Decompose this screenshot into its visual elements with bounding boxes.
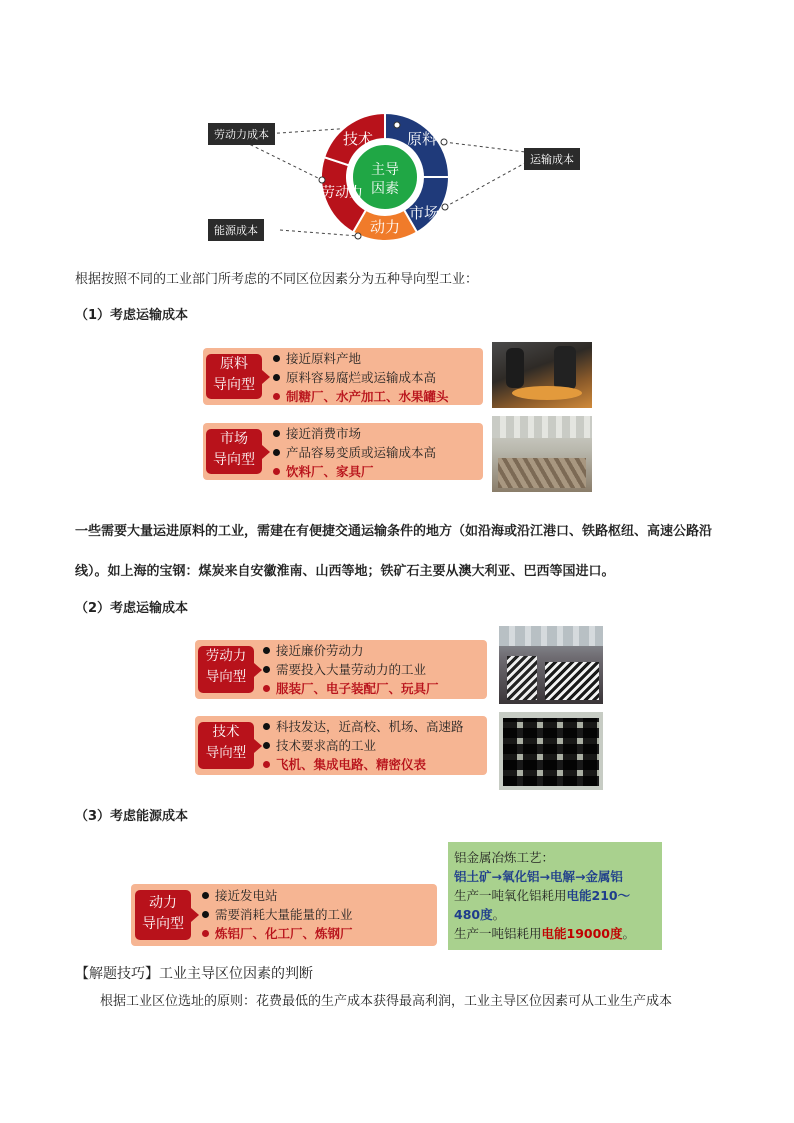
connector-dot <box>355 233 361 239</box>
list-item: 接近廉价劳动力 <box>262 641 439 660</box>
list-item: 技术要求高的工业 <box>262 736 464 755</box>
photo-circuit-chips <box>499 712 603 790</box>
card-labor-oriented <box>195 640 487 699</box>
list-item: 接近原料产地 <box>272 349 449 368</box>
center-label-2: 因素 <box>371 181 399 197</box>
list-item: 饮料厂、家具厂 <box>272 462 436 481</box>
list-item: 接近消费市场 <box>272 424 436 443</box>
list-item: 科技发达，近高校、机场、高速路 <box>262 717 464 736</box>
connector-dot <box>442 204 448 210</box>
label-labor-cost: 劳动力成本 <box>208 123 275 145</box>
tag-labor-oriented <box>198 646 254 693</box>
section1-note: 一些需要大量运进原料的工业，需建在有便捷交通运输条件的地方（如沿海或沿江港口、铁路枢纽、高速公路沿线）。如上海的宝钢：煤炭来自安徽淮南、山西等地；铁矿石主要从澳大利亚、巴西等国进口。 <box>75 524 713 579</box>
connector-line <box>445 163 525 207</box>
connector-dot <box>394 122 400 128</box>
section1-heading: （1）考虑运输成本 <box>75 308 189 323</box>
connector-dot <box>319 177 325 183</box>
aluminum-line-2 <box>454 924 656 943</box>
tag-material-oriented <box>206 354 262 399</box>
connector-line <box>245 142 322 180</box>
line-value: 电能19000度 <box>541 926 623 941</box>
list-item: 产品容易变质或运输成本高 <box>272 443 436 462</box>
aluminum-process-box <box>448 842 662 950</box>
photo-sugar-factory <box>492 342 592 408</box>
tag-line: 导向型 <box>213 452 255 468</box>
connector-dot <box>441 139 447 145</box>
tag-line: 劳动力 <box>205 648 247 664</box>
list-item: 接近发电站 <box>201 886 353 905</box>
segment-market-label: 市场 <box>408 204 440 222</box>
list-item: 制糖厂、水产加工、水果罐头 <box>272 387 449 406</box>
card-power-oriented <box>131 884 437 946</box>
tag-market-oriented <box>206 429 262 474</box>
line-suffix: 。 <box>622 926 636 941</box>
tag-line: 导向型 <box>142 916 184 932</box>
card-material-oriented <box>203 348 483 405</box>
card-points <box>262 717 464 774</box>
segment-material-label: 原料 <box>406 130 438 148</box>
list-item: 服装厂、电子装配厂、玩具厂 <box>262 679 439 698</box>
tag-tech-oriented <box>198 722 254 769</box>
card-tech-oriented <box>195 716 487 775</box>
section2-heading: （2）考虑运输成本 <box>75 601 189 616</box>
tag-line: 导向型 <box>213 377 255 393</box>
aluminum-line-1 <box>454 886 656 924</box>
segment-labor-label: 劳动力 <box>321 185 363 201</box>
segment-tech-label: 技术 <box>342 130 374 148</box>
list-item: 原料容易腐烂或运输成本高 <box>272 368 449 387</box>
segment-power-label: 动力 <box>369 218 401 236</box>
line-suffix: 。 <box>492 907 506 922</box>
intro-paragraph: 根据按照不同的工业部门所考虑的不同区位因素分为五种导向型工业： <box>75 272 479 287</box>
card-market-oriented <box>203 423 483 480</box>
tag-line: 动力 <box>149 895 177 911</box>
card-points <box>262 641 439 698</box>
photo-furniture-factory <box>492 416 592 492</box>
factor-diagram <box>200 105 600 250</box>
card-points <box>272 424 436 481</box>
list-item: 炼铝厂、化工厂、炼钢厂 <box>201 924 353 943</box>
tips-heading: 【解题技巧】工业主导区位因素的判断 <box>75 966 313 982</box>
card-points <box>272 349 449 406</box>
center-label-1: 主导 <box>371 162 399 178</box>
aluminum-process: 铝土矿→氧化铝→电解→金属铝 <box>454 869 623 884</box>
photo-garment-factory <box>499 626 603 704</box>
tag-line: 导向型 <box>205 669 247 685</box>
label-energy-cost: 能源成本 <box>208 219 264 241</box>
section3-heading: （3）考虑能源成本 <box>75 809 189 824</box>
tag-power-oriented <box>135 890 191 940</box>
list-item: 需要投入大量劳动力的工业 <box>262 660 439 679</box>
tag-line: 市场 <box>220 431 248 447</box>
card-points <box>201 886 353 943</box>
aluminum-title: 铝金属冶炼工艺： <box>454 850 555 865</box>
list-item: 需要消耗大量能量的工业 <box>201 905 353 924</box>
tag-line: 导向型 <box>205 745 247 761</box>
line-prefix: 生产一吨氧化铝耗用 <box>454 888 567 903</box>
connector-line <box>280 230 358 236</box>
line-prefix: 生产一吨铝耗用 <box>454 926 542 941</box>
label-transport-cost: 运输成本 <box>524 148 580 170</box>
connector-line <box>444 142 525 152</box>
list-item: 飞机、集成电路、精密仪表 <box>262 755 464 774</box>
tag-line: 技术 <box>212 724 240 740</box>
tips-body: 根据工业区位选址的原则：花费最低的生产成本获得最高利润，工业主导区位因素可从工业生产成本 <box>100 994 673 1009</box>
line-value: 电能210～480度 <box>454 888 631 922</box>
tag-line: 原料 <box>220 356 248 372</box>
